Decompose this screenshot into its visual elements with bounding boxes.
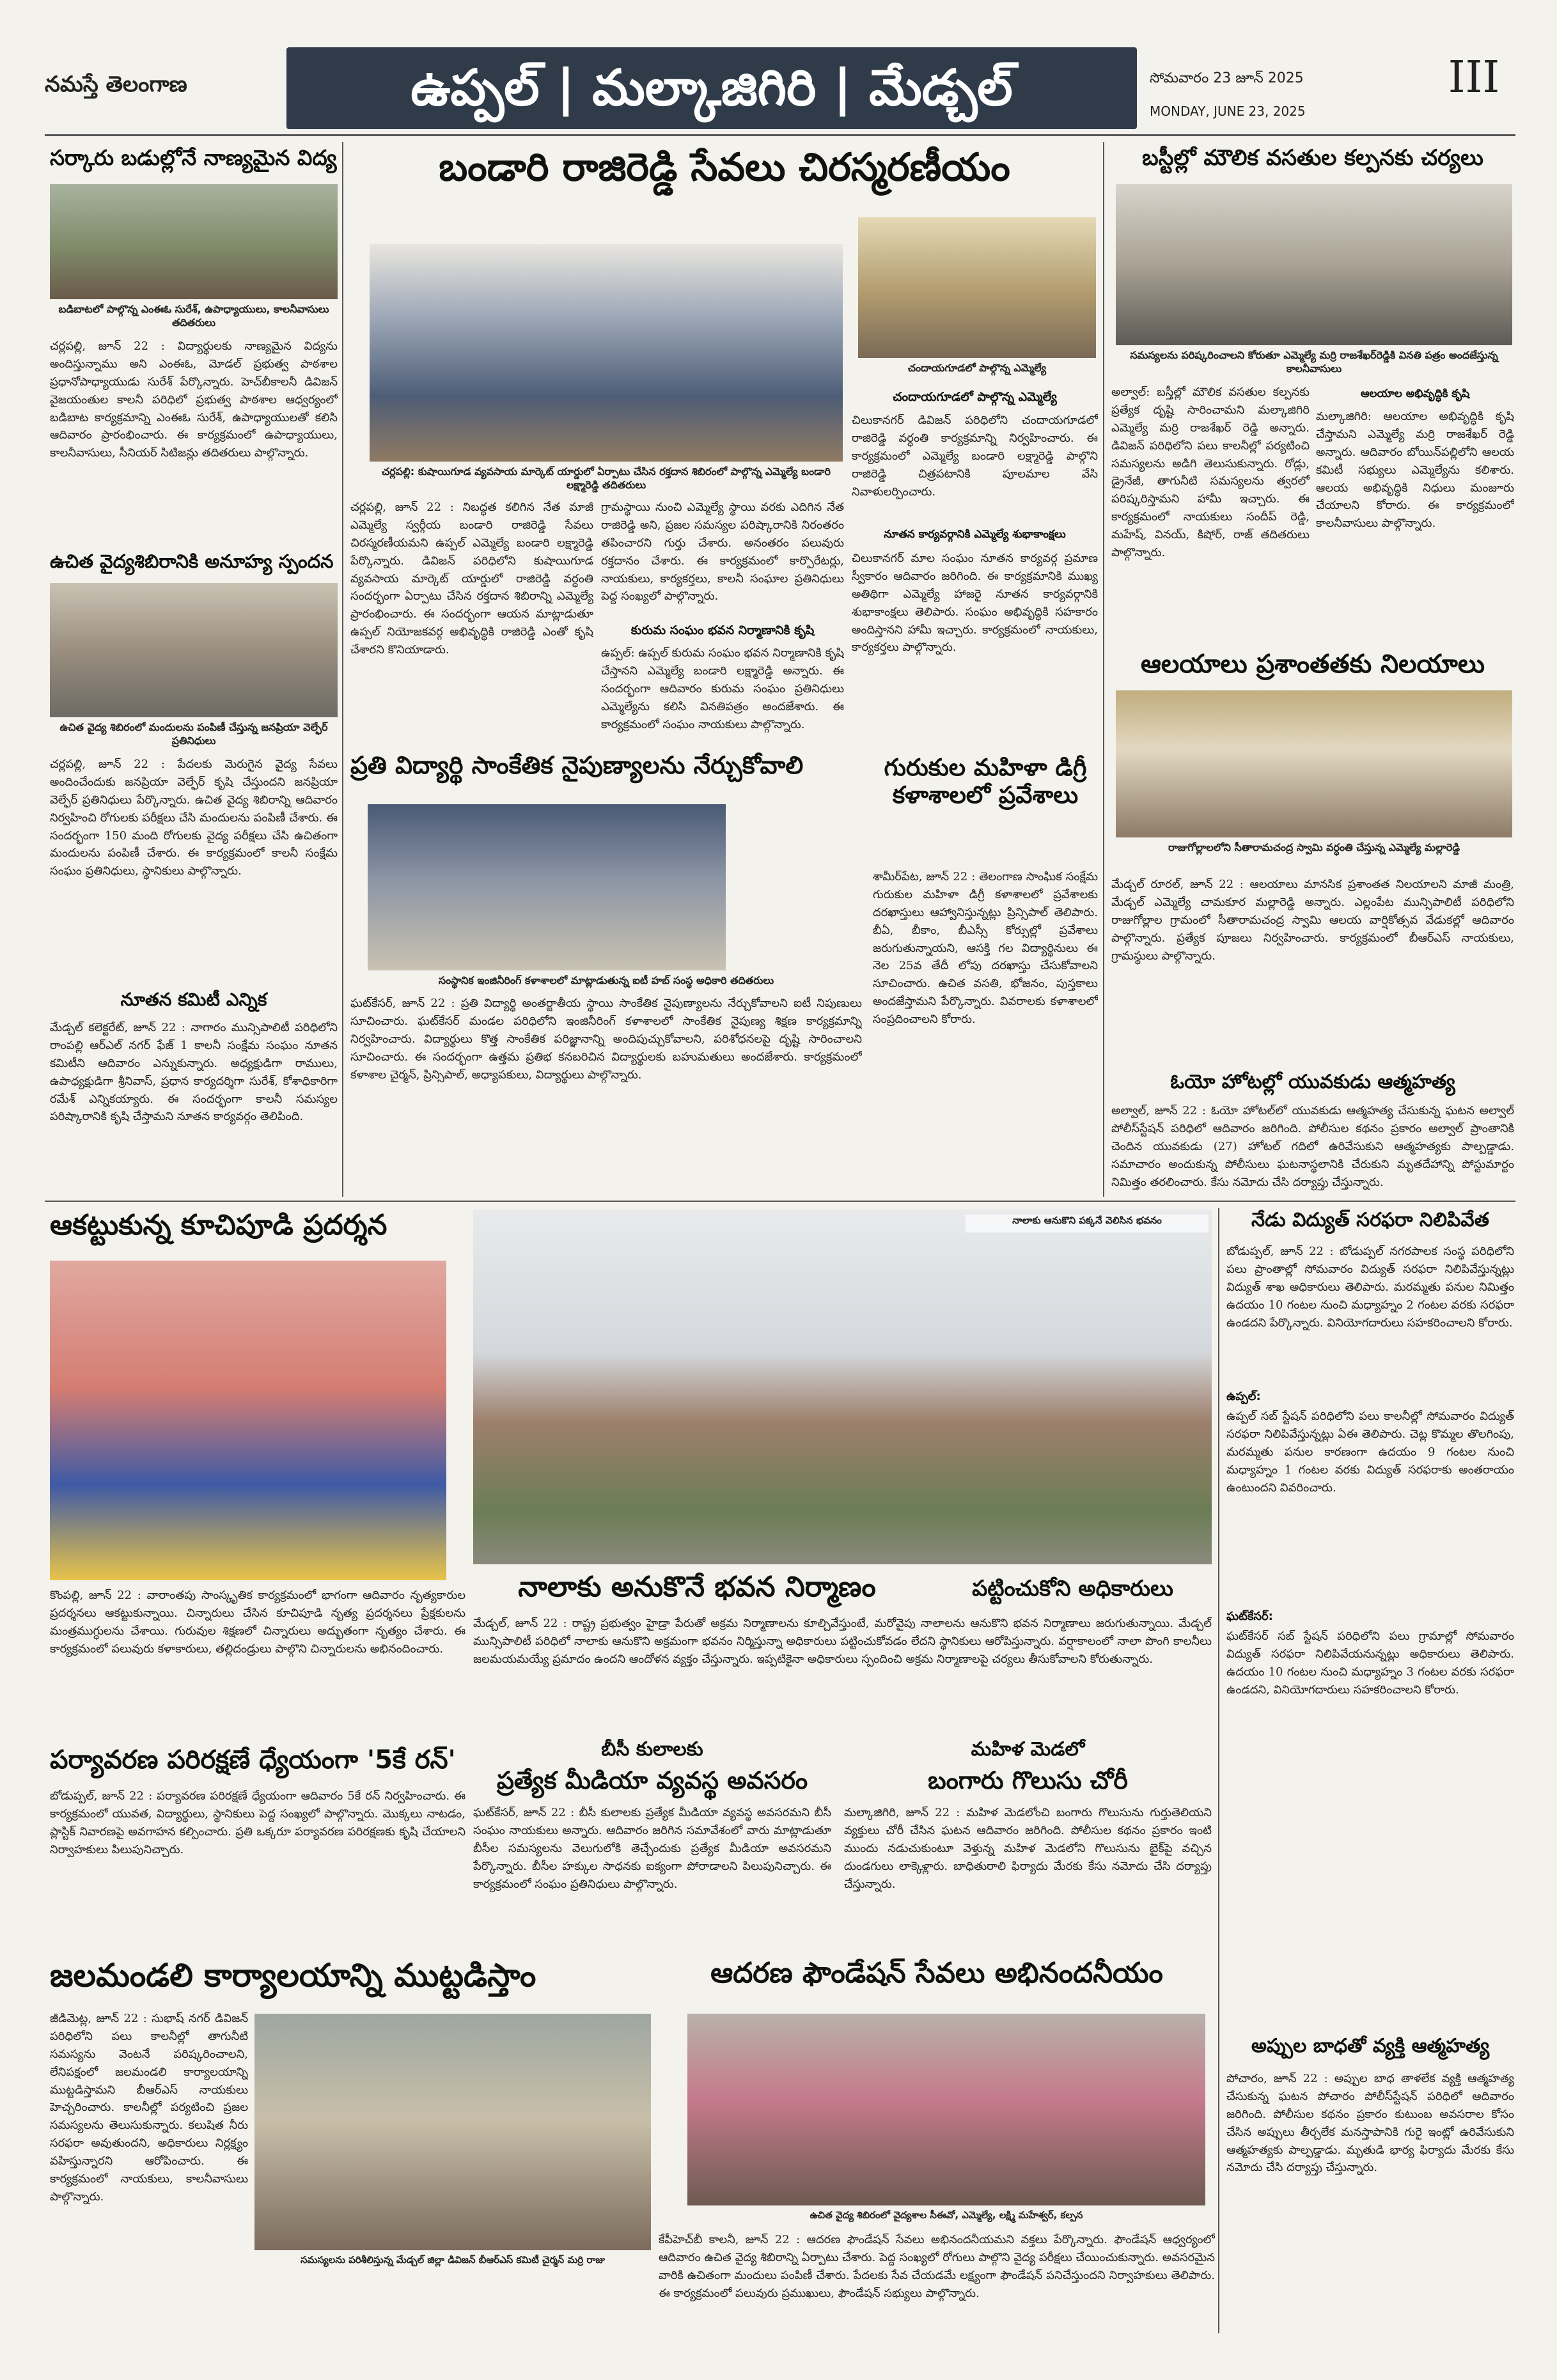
col-rule-1 — [342, 142, 343, 1197]
section-banner-text: ఉప్పల్ | మల్కాజిగిరి | మేడ్చల్ — [411, 59, 1013, 117]
caption-a4-side: చందాయగూడలో పాల్గొన్న ఎమ్మెల్యే — [907, 362, 1047, 374]
col-rule-3 — [1218, 1208, 1219, 2333]
headline-a5: బస్టీల్లో మౌలిక వసతుల కల్పనకు చర్యలు — [1142, 146, 1483, 171]
headline-a1: సర్కారు బడుల్లోనే నాణ్యమైన విద్య — [50, 146, 337, 170]
date-telugu: సోమవారం 23 జూన్ 2025 — [1150, 70, 1304, 86]
body-a4-5: చిలుకానగర్ మాల సంఘం నూతన కార్యవర్గ ప్రమాణ స్వీకారం ఆదివారం జరిగింది. ఈ కార్యక్రమానికి ముఖ్య అతిథిగా ఎమ్మెల్యే హాజరై నూతన కార్యవర్గానికి శుభాకాంక్షలు తెలిపారు. సంఘం అభివృద్ధికి సహకారం అందిస్తానని హామీ ఇచ్చారు. కార్యక్రమంలో నాయకులు, కార్యకర్తలు పాల్గొన్నారు. — [852, 552, 1098, 655]
sub-a4-2: చందాయగూడలో పాల్గొన్న ఎమ్మెల్యే — [893, 390, 1057, 404]
photo-a12 — [473, 1209, 1212, 1564]
body-a8: ఘట్‌కేసర్, జూన్ 22 : ప్రతి విద్యార్థి అంతర్జాతీయ స్థాయి సాంకేతిక నైపుణ్యాలను నేర్చుకోవాలని ఐటీ నిపుణులు సూచించారు. ఘట్‌కేసర్ మండల పరిధిలోని ఇంజినీరింగ్ కళాశాలలో సాంకేతిక నైపుణ్య శిక్షణ కార్యక్రమాన్ని నిర్వహించారు. విద్యార్థులు కొత్త సాంకేతిక పరిజ్ఞానాన్ని అందిపుచ్చుకోవాలని, పరిశోధనలపై దృష్టి సారించాలని సూచించారు. ఈ సందర్భంగా ఉత్తమ ప్రతిభ కనబరిచిన విద్యార్థులకు బహుమతులు అందజేశారు. కార్యక్రమంలో కళాశాల చైర్మన్, ప్రిన్సిపాల్, అధ్యాపకులు, విద్యార్థులు పాల్గొన్నారు. — [350, 997, 862, 1082]
body-a15: జీడిమెట్ల, జూన్ 22 : సుభాష్ నగర్ డివిజన్ పరిధిలోని పలు కాలనీల్లో తాగునీటి సమస్యను వెంటనే పరిష్కరించాలని, లేనిపక్షంలో జలమండలి కార్యాలయాన్ని ముట్టడిస్తామని బీఆర్ఎస్ నాయకులు హెచ్చరించారు. కాలనీల్లో పర్యటించి ప్రజల సమస్యలను తెలుసుకున్నారు. కలుషిత నీరు సరఫరా అవుతుందని, అధికారులు నిర్లక్ష్యం వహిస్తున్నారని ఆరోపించారు. ఈ కార్యక్రమంలో నాయకులు, కాలనీవాసులు పాల్గొన్నారు. — [50, 2012, 248, 2204]
col-rule-2 — [1103, 142, 1104, 1197]
body-a4-3: ఉప్పల్: ఉప్పల్ కురుమ సంఘం భవన నిర్మాణానికి కృషి చేస్తానని ఎమ్మెల్యే బండారి లక్ష్మారెడ్డి అన్నారు. ఈ సందర్భంగా ఆదివారం కురుమ సంఘం ప్రతినిధులు ఎమ్మెల్యేను కలిసి వినతిపత్రం అందజేశారు. ఈ కార్యక్రమంలో సంఘం నాయకులు పాల్గొన్నారు. — [601, 646, 844, 731]
body-a17-3: ఘట్‌కేసర్ సబ్ స్టేషన్ పరిధిలోని పలు గ్రామాల్లో సోమవారం విద్యుత్ సరఫరా నిలిపివేయనున్నట్లు అధికారులు తెలిపారు. ఉదయం 10 గంటల నుంచి మధ్యాహ్నం 3 గంటల వరకు సరఫరా ఉండదని, వినియోగదారులు సహకరించాలని కోరారు. — [1226, 1629, 1514, 1697]
caption-a5: సమస్యలను పరిష్కరించాలని కోరుతూ ఎమ్మెల్యే మర్రి రాజశేఖర్‌రెడ్డికి వినతి పత్రం అందజేస్తున్న కాలనీవాసులు — [1130, 349, 1498, 375]
headline-a2: ఉచిత వైద్యశిబిరానికి అనూహ్య స్పందన — [50, 551, 334, 572]
headline-a11: పర్యావరణ పరిరక్షణే ధ్యేయంగా '5కే రన్' — [50, 1745, 456, 1775]
photo-a15 — [254, 2014, 651, 2250]
photo-a16 — [687, 2014, 1205, 2205]
section-banner — [286, 47, 1137, 129]
photo-a1 — [50, 184, 338, 299]
headline-a10: ఆకట్టుకున్న కూచిపూడి ప్రదర్శన — [50, 1209, 387, 1241]
body-a5-2: మల్కాజిగిరి: ఆలయాల అభివృద్ధికి కృషి చేస్తామని ఎమ్మెల్యే మర్రి రాజశేఖర్ రెడ్డి అన్నారు. ఆదివారం బోయిన్‌పల్లిలోని ఆలయ కమిటీ సభ్యులు ఎమ్మెల్యేను కలిశారు. ఆలయ అభివృద్ధికి నిధులు మంజూరు చేయాలని కోరారు. ఈ కార్యక్రమంలో కాలనీవాసులు పాల్గొన్నారు. — [1316, 410, 1514, 531]
body-a4-4: చిలుకానగర్ డివిజన్ పరిధిలోని చందాయగూడలో రాజిరెడ్డి వర్ధంతి కార్యక్రమాన్ని నిర్వహించారు. ఈ కార్యక్రమంలో ఎమ్మెల్యే బండారి లక్ష్మారెడ్డి పాల్గొని రాజిరెడ్డి చిత్రపటానికి పూలమాల వేసి నివాళులర్పించారు. — [852, 414, 1098, 499]
caption-a12: నాలాకు ఆనుకొని పక్కనే వెలిసిన భవనం — [966, 1215, 1209, 1233]
headline-a4: బండారి రాజిరెడ్డి సేవలు చిరస్మరణీయం — [439, 146, 1010, 190]
sub-a4-3: నూతన కార్యవర్గానికి ఎమ్మెల్యే శుభాకాంక్షలు — [884, 528, 1066, 541]
body-a17: బోడుప్పల్, జూన్ 22 : బోడుప్పల్ నగరపాలక సంస్థ పరిధిలోని పలు ప్రాంతాల్లో సోమవారం విద్యుత్ సరఫరా నిలిపివేస్తున్నట్లు విద్యుత్ శాఖ అధికారులు తెలిపారు. మరమ్మతు పనుల నిమిత్తం ఉదయం 10 గంటల నుంచి మధ్యాహ్నం 2 గంటల వరకు సరఫరా ఉండదని పేర్కొన్నారు. వినియోగదారులు సహకరించాలని కోరారు. — [1226, 1245, 1514, 1330]
sub-a5: ఆలయాల అభివృద్ధికి కృషి — [1360, 387, 1470, 400]
date-english: MONDAY, JUNE 23, 2025 — [1150, 104, 1306, 119]
caption-a8: సంస్థానిక ఇంజినీరింగ్ కళాశాలలో మాట్లాడుతున్న ఐటీ హబ్ సంస్థ అధికారి తదితరులు — [438, 974, 774, 986]
sub-a17-2: ఘట్‌కేసర్: — [1226, 1610, 1273, 1623]
body-a3: మేడ్చల్ కలెక్టరేట్, జూన్ 22 : నాగారం మున్సిపాలిటీ పరిధిలోని రాంపల్లి ఆర్ఎల్ నగర్ ఫేజ్ 1 కాలనీ సంక్షేమ సంఘం నూతన కమిటీని ఆదివారం ఎన్నుకున్నారు. అధ్యక్షుడిగా రాములు, ఉపాధ్యక్షుడిగా శ్రీనివాస్, ప్రధాన కార్యదర్శిగా సురేశ్, కోశాధికారిగా రమేశ్ ఎన్నికయ్యారు. ఈ సందర్భంగా కాలనీ సమస్యల పరిష్కారానికి కృషి చేస్తామని నూతన కార్యవర్గం తెలిపింది. — [50, 1021, 338, 1124]
body-a14: మల్కాజిగిరి, జూన్ 22 : మహిళ మెడలోంచి బంగారు గొలుసును గుర్తుతెలియని వ్యక్తులు చోరీ చేసిన ఘటన ఆదివారం జరిగింది. పోలీసుల కథనం ప్రకారం ఇంటి ముందు నడుచుకుంటూ వెళ్తున్న మహిళ మెడలోని గొలుసును బైక్‌పై వచ్చిన దుండగులు లాక్కెళ్లారు. బాధితురాలి ఫిర్యాదు మేరకు కేసు నమోదు చేసి దర్యాప్తు చేస్తున్నారు. — [844, 1806, 1212, 1891]
page-number: III — [1448, 52, 1500, 103]
body-a12: మేడ్చల్, జూన్ 22 : రాష్ట్ర ప్రభుత్వం హైడ్రా పేరుతో అక్రమ నిర్మాణాలను కూల్చివేస్తుంటే, మరోవైపు నాలాలను ఆనుకొని భవన నిర్మాణాలు జరుగుతున్నాయి. మేడ్చల్ మున్సిపాలిటీ పరిధిలో నాలాకు ఆనుకొని అక్రమంగా భవనం నిర్మిస్తున్నా అధికారులు పట్టించుకోవడం లేదని స్థానికులు ఆరోపిస్తున్నారు. వర్షాకాలంలో నాలా పొంగి కాలనీలు జలమయమయ్యే ప్రమాదం ఉందని ఆందోళన వ్యక్తం చేస్తున్నారు. ఇప్పటికైనా అధికారులు స్పందించి అక్రమ నిర్మాణాలపై చర్యలు తీసుకోవాలని కోరుతున్నారు. — [473, 1617, 1212, 1666]
headline-a12: నాలాకు అనుకొనే భవన నిర్మాణం — [518, 1571, 876, 1603]
headline-a7: ఓయో హోటల్లో యువకుడు ఆత్మహత్య — [1170, 1071, 1455, 1093]
body-a4-1: చర్లపల్లి, జూన్ 22 : నిబద్ధత కలిగిన నేత మాజీ ఎమ్మెల్యే స్వర్గీయ బండారి రాజిరెడ్డి సేవలు చిరస్మరణీయమని ఉప్పల్ ఎమ్మెల్యే బండారి లక్ష్మారెడ్డి పేర్కొన్నారు. డివిజన్ పరిధిలోని కుషాయిగూడ వ్యవసాయ మార్కెట్ యార్డులో రాజిరెడ్డి వర్ధంతి సందర్భంగా ఏర్పాటు చేసిన రక్తదాన శిబిరాన్ని ఎమ్మెల్యే ప్రారంభించారు. ఈ సందర్భంగా ఆయన మాట్లాడుతూ ఉప్పల్ నియోజకవర్గ అభివృద్ధికి రాజిరెడ్డి ఎంతో కృషి చేశారని కొనియాడారు. — [350, 501, 593, 657]
body-a17-2: ఉప్పల్ సబ్ స్టేషన్ పరిధిలోని పలు కాలనీల్లో సోమవారం విద్యుత్ సరఫరా నిలిపివేస్తున్నట్లు ఏఈ తెలిపారు. చెట్ల కొమ్మల తొలగింపు, మరమ్మతు పనుల కారణంగా ఉదయం 9 గంటల నుంచి మధ్యాహ్నం 1 గంటల వరకు విద్యుత్ సరఫరాకు అంతరాయం ఉంటుందని వివరించారు. — [1226, 1410, 1514, 1495]
photo-a4-side — [858, 217, 1096, 358]
headline-a8: ప్రతి విద్యార్థి సాంకేతిక నైపుణ్యాలను నేర్చుకోవాలి — [350, 752, 804, 779]
body-a9: శామీర్‌పేట, జూన్ 22 : తెలంగాణ సాంఘిక సంక్షేమ గురుకుల మహిళా డిగ్రీ కళాశాలలో ప్రవేశాలకు దరఖాస్తులు ఆహ్వానిస్తున్నట్లు ప్రిన్సిపాల్ తెలిపారు. బీఏ, బీకాం, బీఎస్సీ కోర్సుల్లో ప్రవేశాలు జరుగుతున్నాయని, ఆసక్తి గల విద్యార్థినులు ఈ నెల 25వ తేదీ లోపు దరఖాస్తు చేసుకోవాలని సూచించారు. ఉచిత వసతి, భోజనం, పుస్తకాలు అందజేస్తామని పేర్కొన్నారు. వివరాలకు కళాశాలలో సంప్రదించాలని కోరారు. — [873, 870, 1098, 1027]
photo-a4-main — [370, 244, 843, 462]
body-a11: బోడుప్పల్, జూన్ 22 : పర్యావరణ పరిరక్షణే ధ్యేయంగా ఆదివారం 5కే రన్ నిర్వహించారు. ఈ కార్యక్రమంలో యువత, విద్యార్థులు, స్థానికులు పెద్ద సంఖ్యలో పాల్గొన్నారు. మొక్కలు నాటడం, ప్లాస్టిక్ నివారణపై అవగాహన కల్పించారు. ప్రతి ఒక్కరూ పర్యావరణ పరిరక్షణకు కృషి చేయాలని నిర్వాహకులు పిలుపునిచ్చారు. — [50, 1789, 466, 1856]
body-a2: చర్లపల్లి, జూన్ 22 : పేదలకు మెరుగైన వైద్య సేవలు అందించేందుకు జనప్రియా వెల్ఫేర్ కృషి చేస్తుందని జనప్రియా వెల్ఫేర్ ప్రతినిధులు పేర్కొన్నారు. ఉచిత వైద్య శిబిరాన్ని ఆదివారం నిర్వహించి రోగులకు పరీక్షలు చేసి మందులను పంపిణీ చేశారు. ఈ సందర్భంగా 150 మంది రోగులకు వైద్య పరీక్షలు చేసి ఉచితంగా మందులను పంపిణీ చేశారు. ఈ కార్యక్రమంలో కాలనీ సంక్షేమ సంఘం ప్రతినిధులు, స్థానికులు పాల్గొన్నారు. — [50, 758, 338, 878]
headline-a6: ఆలయాలు ప్రశాంతతకు నిలయాలు — [1140, 649, 1485, 679]
caption-a2: ఉచిత వైద్య శిబిరంలో మందులను పంపిణీ చేస్తున్న జనప్రియా వెల్ఫేర్ ప్రతినిధులు — [59, 721, 328, 747]
photo-a8 — [368, 804, 726, 970]
headline-a12-2: పట్టించుకోని అధికారులు — [972, 1576, 1173, 1601]
body-a18: పోచారం, జూన్ 22 : అప్పుల బాధ తాళలేక వ్యక్తి ఆత్మహత్య చేసుకున్న ఘటన పోచారం పోలీస్‌స్టేషన్ పరిధిలో ఆదివారం జరిగింది. పోలీసుల కథనం ప్రకారం కుటుంబ అవసరాల కోసం చేసిన అప్పులు తీర్చలేక మనస్తాపానికి గురై ఇంట్లో ఉరివేసుకుని ఆత్మహత్యకు పాల్పడ్డాడు. మృతుడి భార్య ఫిర్యాదు మేరకు కేసు నమోదు చేసి దర్యాప్తు చేస్తున్నారు. — [1226, 2072, 1514, 2175]
body-a10: కొంపల్లి, జూన్ 22 : వారాంతపు సాంస్కృతిక కార్యక్రమంలో భాగంగా ఆదివారం నృత్యకారుల ప్రదర్శనలు ఆకట్టుకున్నాయి. చిన్నారులు చేసిన కూచిపూడి నృత్య ప్రదర్శనలు ప్రేక్షకులను మంత్రముగ్ధులను చేశాయి. గురువుల శిక్షణలో చిన్నారులు అద్భుతంగా నృత్యం చేశారు. ఈ కార్యక్రమంలో పలువురు కళాకారులు, తల్లిదండ్రులు పాల్గొని చిన్నారులను అభినందించారు. — [50, 1589, 466, 1656]
headline-a13: బీసీ కులాలకు — [601, 1739, 703, 1761]
headline-a14-2: బంగారు గొలుసు చోరీ — [928, 1767, 1128, 1794]
body-a16: కేపీహెచ్‌బీ కాలనీ, జూన్ 22 : ఆదరణ ఫౌండేషన్ సేవలు అభినందనీయమని వక్తలు పేర్కొన్నారు. ఫౌండేషన్ ఆధ్వర్యంలో ఆదివారం ఉచిత వైద్య శిబిరాన్ని ఏర్పాటు చేశారు. పెద్ద సంఖ్యలో రోగులు పాల్గొని వైద్య పరీక్షలు చేయించుకున్నారు. అవసరమైన వారికి ఉచితంగా మందులు పంపిణీ చేశారు. పేదలకు సేవ చేయడమే లక్ష్యంగా ఫౌండేషన్ పనిచేస్తుందని నిర్వాహకులు తెలిపారు. ఈ కార్యక్రమంలో పలువురు ప్రముఖులు, ఫౌండేషన్ సభ్యులు పాల్గొన్నారు. — [659, 2233, 1215, 2300]
body-a6: మేడ్చల్ రూరల్, జూన్ 22 : ఆలయాలు మానసిక ప్రశాంతత నిలయాలని మాజీ మంత్రి, మేడ్చల్ ఎమ్మెల్యే చామకూర మల్లారెడ్డి అన్నారు. ఎల్లంపేట మున్సిపాలిటీ పరిధిలోని రాజుగోల్లాల గ్రామంలో సీతారామచంద్ర స్వామి ఆలయ వార్షికోత్సవ వేడుకల్లో ఆదివారం పాల్గొన్నారు. ప్రత్యేక పూజలు నిర్వహించారు. కార్యక్రమంలో బీఆర్ఎస్ నాయకులు, గ్రామస్థులు పాల్గొన్నారు. — [1111, 878, 1514, 963]
photo-a2 — [50, 583, 338, 717]
headline-a16: ఆదరణ ఫౌండేషన్ సేవలు అభినందనీయం — [710, 1957, 1163, 1989]
headline-a13-2: ప్రత్యేక మీడియా వ్యవస్థ అవసరం — [496, 1767, 808, 1794]
caption-a1: బడిబాటలో పాల్గొన్న ఎంఈఓ సురేశ్, ఉపాధ్యాయులు, కాలనీవాసులు తదితరులు — [58, 303, 329, 329]
body-a7: అల్వాల్, జూన్ 22 : ఓయో హోటల్‌లో యువకుడు ఆత్మహత్య చేసుకున్న ఘటన అల్వాల్ పోలీస్‌స్టేషన్ పరిధిలో ఆదివారం జరిగింది. పోలీసుల కథనం ప్రకారం అల్వాల్ ప్రాంతానికి చెందిన యువకుడు (27) హోటల్ గదిలో ఉరివేసుకుని ఆత్మహత్యకు పాల్పడ్డాడు. సమాచారం అందుకున్న పోలీసులు ఘటనాస్థలానికి చేరుకుని మృతదేహాన్ని పోస్టుమార్టం నిమిత్తం తరలించారు. కేసు నమోదు చేసి దర్యాప్తు చేస్తున్నారు. — [1111, 1104, 1514, 1189]
headline-a3: నూతన కమిటీ ఎన్నిక — [120, 990, 267, 1010]
body-a1: చర్లపల్లి, జూన్ 22 : విద్యార్థులకు నాణ్యమైన విద్యను అందిస్తున్నాము అని ఎంఈఓ, మోడల్ ప్రభుత్వ పాఠశాల ప్రధానోపాధ్యాయుడు సురేశ్ పేర్కొన్నారు. హెచ్‌బీకాలనీ డివిజన్ వైజయంతుల కాలనీ పరిధిలో ప్రభుత్వ పాఠశాల ఆధ్వర్యంలో బడిబాట కార్యక్రమాన్ని ఎంఈఓ సురేశ్, ఉపాధ్యాయులతో కలిసి ఆదివారం ప్రారంభించారు. ఈ కార్యక్రమంలో ఉపాధ్యాయులు, కాలనీవాసులు, సీనియర్ సిటిజన్లు తదితరులు పాల్గొన్నారు. — [50, 339, 338, 460]
headline-a15: జలమండలి కార్యాలయాన్ని ముట్టడిస్తాం — [50, 1957, 536, 1994]
sub-a17: ఉప్పల్: — [1226, 1390, 1261, 1403]
photo-a6 — [1116, 690, 1512, 837]
body-a13: ఘట్‌కేసర్, జూన్ 22 : బీసీ కులాలకు ప్రత్యేక మీడియా వ్యవస్థ అవసరమని బీసీ సంఘం నాయకులు అన్నారు. ఆదివారం జరిగిన సమావేశంలో వారు మాట్లాడుతూ బీసీల సమస్యలను వెలుగులోకి తెచ్చేందుకు ప్రత్యేక మీడియా అవసరమని పేర్కొన్నారు. బీసీల హక్కుల సాధనకు ఐక్యంగా పోరాడాలని పిలుపునిచ్చారు. ఈ కార్యక్రమంలో సంఘం ప్రతినిధులు పాల్గొన్నారు. — [473, 1806, 831, 1891]
paper-name: నమస్తే తెలంగాణ — [45, 72, 187, 97]
body-a4-2: గ్రామస్థాయి నుంచి ఎమ్మెల్యే స్థాయి వరకు ఎదిగిన నేత రాజిరెడ్డి అని, ప్రజల సమస్యల పరిష్కారానికి నిరంతరం తపించారని గుర్తు చేశారు. అనంతరం పలువురు రక్తదానం చేశారు. ఈ కార్యక్రమంలో కార్పొరేటర్లు, నాయకులు, కార్యకర్తలు, కాలనీ సంఘాల ప్రతినిధులు పెద్ద సంఖ్యలో పాల్గొన్నారు. — [601, 501, 844, 603]
body-a5: అల్వాల్: బస్తీల్లో మౌలిక వసతుల కల్పనకు ప్రత్యేక దృష్టి సారించామని మల్కాజిగిరి ఎమ్మెల్యే మర్రి రాజశేఖర్ రెడ్డి అన్నారు. డివిజన్ పరిధిలోని పలు కాలనీల్లో పర్యటించి సమస్యలను అడిగి తెలుసుకున్నారు. రోడ్లు, డ్రైనేజీ, తాగునీటి సమస్యలను త్వరలో పరిష్కరిస్తామని హామీ ఇచ్చారు. ఈ కార్యక్రమంలో నాయకులు సందీప్ రెడ్డి, మహేష్, వినయ్, కిషోర్, రాజ్ తదితరులు పాల్గొన్నారు. — [1111, 385, 1310, 560]
masthead — [45, 40, 1515, 136]
photo-a10 — [50, 1261, 446, 1580]
header-rule — [45, 134, 1515, 136]
headline-a18: అప్పుల బాధతో వ్యక్తి ఆత్మహత్య — [1251, 2035, 1490, 2057]
sub-a4-1: కురుమ సంఘం భవన నిర్మాణానికి కృషి — [630, 623, 815, 637]
headline-a9: గురుకుల మహిళా డిగ్రీ కళాశాలలో ప్రవేశాలు — [884, 754, 1087, 809]
caption-a4-main: చర్లపల్లి: కుషాయిగూడ వ్యవసాయ మార్కెట్ యార్డులో ఏర్పాటు చేసిన రక్తదాన శిబిరంలో పాల్గొన్న ఎమ్మెల్యే బండారి లక్ష్మారెడ్డి తదితరులు — [382, 465, 831, 491]
caption-a15: సమస్యలను పరిశీలిస్తున్న మేడ్చల్ జిల్లా డివిజన్ బీఆర్ఎస్ కమిటీ చైర్మన్ మర్రి రాజు — [300, 2254, 606, 2266]
caption-a6: రాజుగోల్లాలలోని సీతారామచంద్ర స్వామి వర్ధంతి చేస్తున్న ఎమ్మెల్యే మల్లారెడ్డి — [1168, 841, 1460, 853]
row-rule-1 — [45, 1201, 1515, 1202]
photo-a5 — [1116, 184, 1512, 345]
headline-a17: నేడు విద్యుత్ సరఫరా నిలిపివేత — [1251, 1209, 1489, 1231]
caption-a16: ఉచిత వైద్య శిబిరంలో వైద్యశాల సీఈవో, ఎమ్మెల్యే, లక్ష్మి మహేశ్వర్, కల్పన — [810, 2209, 1083, 2221]
headline-a14: మహిళ మెడలో — [971, 1739, 1085, 1761]
